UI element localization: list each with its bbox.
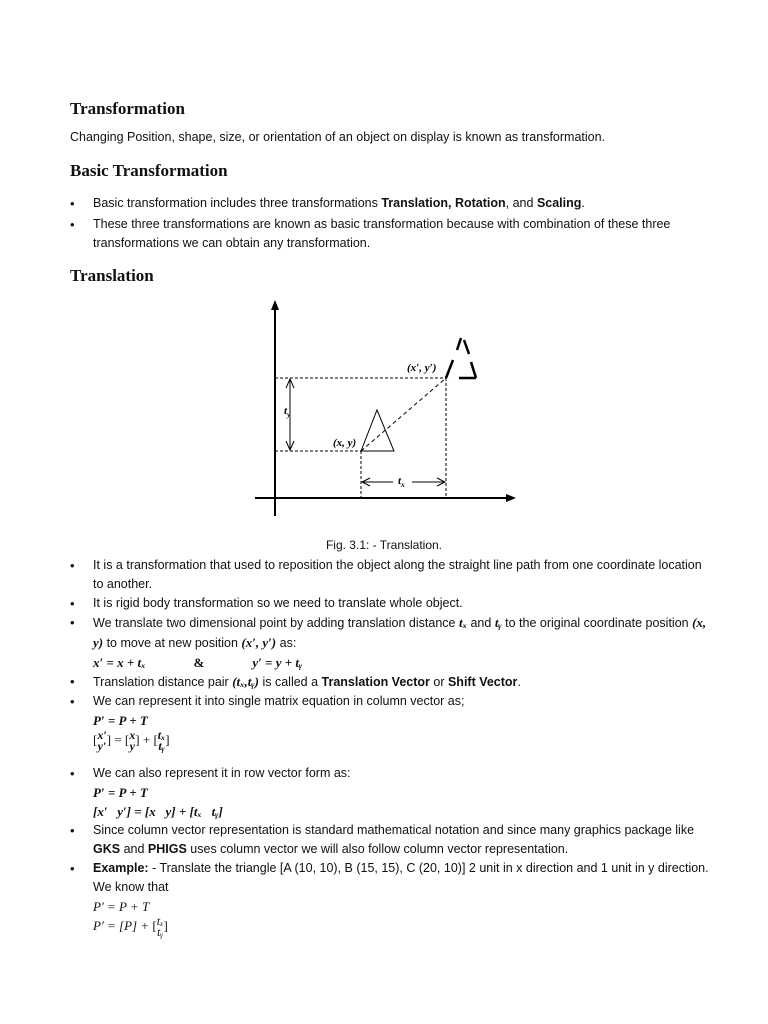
equation-x: x′ = x + tₓ: [93, 655, 146, 670]
text: to the original coordinate position: [501, 616, 693, 630]
label-xy-prime: (x′, y′): [407, 362, 437, 374]
label-ty: $t_y$: [284, 405, 291, 419]
term-rotation: Rotation: [454, 196, 506, 210]
text: We translate two dimensional point by adding translation distance: [93, 616, 459, 630]
text: Basic transformation includes three transformations: [93, 196, 382, 210]
equation-ppt: P′ = P + T: [93, 713, 148, 728]
text: We can represent it into single matrix equation in column vector as;: [93, 694, 465, 708]
text: Translation distance pair: [93, 675, 233, 689]
math-ty: tᵧ: [494, 615, 502, 630]
cell: tᵧ: [158, 739, 165, 754]
translation-bullets: [70, 556, 710, 946]
sep: ,: [448, 196, 455, 210]
label-tx: $t_x$: [398, 475, 405, 489]
equation-left: P′ = [P] +: [93, 918, 153, 933]
math-xy: (x, y): [93, 615, 707, 650]
equation-last: P′ = [P] + [tₓ tᵧ]: [93, 914, 168, 940]
translated-triangle: [446, 338, 476, 378]
translation-bullet-2: • It is rigid body transformation so we need to translate whole object.: [70, 594, 710, 613]
original-triangle: [361, 410, 394, 451]
translation-bullet-5: [70, 692, 710, 764]
cell: y: [129, 739, 135, 754]
equation-ppt-2: P′ = P + T: [93, 785, 148, 800]
basic-bullet-1: [70, 194, 710, 213]
x-axis-arrow: [506, 494, 516, 502]
translation-bullet-7: [70, 821, 710, 859]
equation-y: y′ = y + tᵧ: [252, 655, 303, 670]
translation-bullet-6: [70, 764, 710, 821]
text: and: [120, 842, 148, 856]
example-label: Example:: [93, 861, 149, 875]
y-axis-arrow: [271, 300, 279, 310]
translation-bullet-8: [70, 859, 710, 946]
text: uses column vector we will also follow column vector representation.: [186, 842, 569, 856]
heading-transformation: Transformation: [70, 99, 185, 118]
label-xy: (x, y): [333, 437, 357, 449]
text: as:: [276, 636, 297, 650]
equation-xy: [93, 653, 710, 672]
math-tx: tₓ: [458, 615, 467, 630]
translation-figure: [240, 298, 530, 520]
translation-bullet-1: • It is a transformation that used to reposition the object along the straight line path from one coordinate location to another.: [70, 556, 710, 594]
heading-translation: Translation: [70, 266, 154, 285]
sep: , and: [505, 196, 537, 210]
heading-basic-transformation: Basic Transformation: [70, 161, 228, 180]
math-xy-prime: (x′, y′): [241, 635, 277, 650]
figure-caption: Fig. 3.1: - Translation.: [325, 538, 443, 552]
translation-bullet-4: [70, 672, 710, 692]
term-shift-vector: Shift Vector: [447, 675, 518, 689]
text: Since column vector representation is standard mathematical notation and since many graphics package like: [93, 823, 695, 837]
cell: x: [129, 728, 136, 743]
cell: y′: [97, 739, 107, 754]
basic-bullets: [70, 194, 710, 253]
text: .: [517, 675, 521, 689]
term-phigs: PHIGS: [147, 842, 187, 856]
translation-bullet-3: [70, 613, 710, 672]
ampersand: &: [193, 655, 205, 670]
we-know-line: We know that: [93, 880, 169, 894]
intro-paragraph: Changing Position, shape, size, or orientation of an object on display is known as transformation.: [70, 130, 606, 144]
cell: tₓ: [157, 728, 166, 743]
column-vector-xy-prime: [97, 730, 106, 752]
text: to move at new position: [103, 636, 242, 650]
cell: x′: [97, 728, 107, 743]
term-scaling: Scaling: [536, 196, 582, 210]
term-gks: GKS: [93, 842, 121, 856]
equation-column-matrix: [x′ y′] = [x y] + [tₓ tᵧ]: [93, 728, 170, 754]
text: or: [429, 675, 448, 689]
text: - Translate the triangle [A (10, 10), B (15, 15), C (20, 10)] 2 unit in x direction and 1 unit in y direction.: [148, 861, 709, 875]
term-translation-vector: Translation Vector: [321, 675, 430, 689]
sep: .: [581, 196, 585, 210]
term-translation: Translation: [381, 196, 449, 210]
equation-ppt-3: P′ = P + T: [93, 899, 150, 914]
translation-path: [361, 378, 446, 451]
cell: tᵧ: [157, 925, 164, 940]
equation-row-vector: [x′ y′] = [x y] + [tₓ tᵧ]: [93, 804, 223, 819]
basic-bullet-2: • These three transformations are known as basic transformation because with combination of these three transformations we can obtain any transformation.: [70, 215, 710, 253]
text: is called a: [259, 675, 322, 689]
math-pair: (tₓ,tᵧ): [232, 674, 259, 689]
text: and: [467, 616, 495, 630]
cell: tₓ: [156, 914, 164, 929]
text: We can also represent it in row vector form as:: [93, 766, 351, 780]
